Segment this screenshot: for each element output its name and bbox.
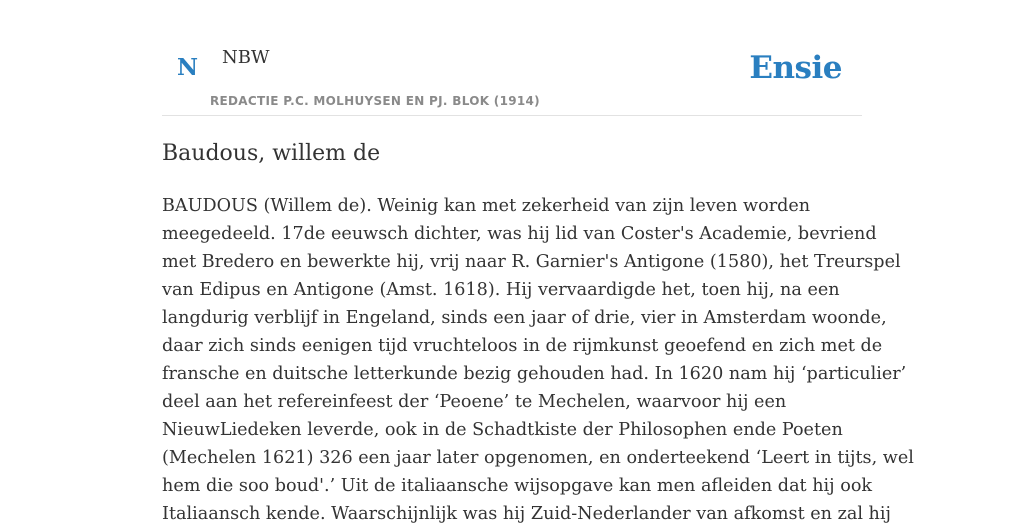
header	[162, 0, 862, 116]
body-line: langdurig verblijf in Engeland, sinds een jaar of drie, vier in Amsterdam woonde,	[162, 308, 887, 328]
body-line: fransche en duitsche letterkunde bezig gehouden had. In 1620 nam hij ‘particulier’	[162, 364, 907, 384]
source-subtitle: REDACTIE P.C. MOLHUYSEN EN PJ. BLOK (1914)	[210, 94, 540, 108]
source-logo-icon[interactable]: N	[177, 54, 199, 81]
body-line: BAUDOUS (Willem de). Weinig kan met zekerheid van zijn leven worden	[162, 196, 811, 216]
body-line: hem die soo boud'.’ Uit de italiaansche wijsopgave kan men afleiden dat hij ook	[162, 476, 873, 496]
article-title: Baudous, willem de	[162, 141, 381, 166]
brand-logo[interactable]: Ensie	[749, 50, 842, 86]
body-line: (Mechelen 1621) 326 een jaar later opgenomen, en onderteekend ‘Leert in tijts, wel	[162, 448, 914, 468]
body-line: meegedeeld. 17de eeuwsch dichter, was hij lid van Coster's Academie, bevriend	[162, 224, 877, 244]
body-line: met Bredero en bewerkte hij, vrij naar R. Garnier's Antigone (1580), het Treurspel	[162, 252, 901, 272]
body-line: van Edipus en Antigone (Amst. 1618). Hij vervaardigde het, toen hij, na een	[162, 280, 840, 300]
source-name[interactable]: NBW	[222, 47, 270, 68]
body-line: deel aan het refereinfeest der ‘Peoene’ te Mechelen, waarvoor hij een	[162, 392, 787, 412]
body-line: NieuwLiedeken leverde, ook in de Schadtkiste der Philosophen ende Poeten	[162, 420, 843, 440]
body-line: daar zich sinds eenigen tijd vruchteloos in de rijmkunst geoefend en zich met de	[162, 336, 883, 356]
body-line: Italiaansch kende. Waarschijnlijk was hij Zuid-Nederlander van afkomst en zal hij	[162, 504, 891, 524]
article-body	[162, 192, 914, 528]
